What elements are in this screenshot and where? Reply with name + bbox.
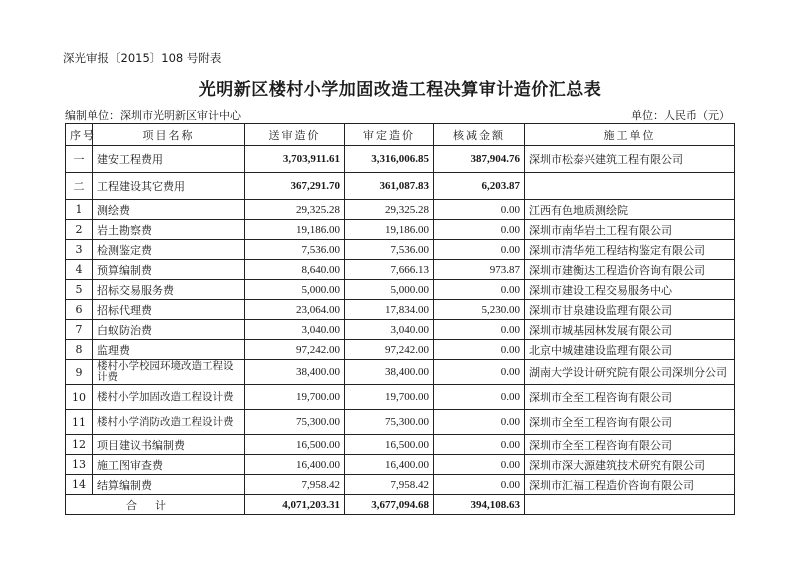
row-approved-cost: 17,834.00 (345, 300, 434, 320)
row-no: 7 (66, 320, 93, 340)
row-item-name: 楼村小学消防改造工程设计费 (93, 410, 245, 435)
row-approved-cost: 19,186.00 (345, 220, 434, 240)
row-contractor: 深圳市全至工程咨询有限公司 (525, 410, 735, 435)
row-no: 3 (66, 240, 93, 260)
row-approved-cost: 3,316,006.85 (345, 146, 434, 173)
row-approved-cost: 29,325.28 (345, 200, 434, 220)
row-reduction: 0.00 (434, 475, 525, 495)
row-approved-cost: 3,040.00 (345, 320, 434, 340)
row-no: 8 (66, 340, 93, 360)
row-item-name: 建安工程费用 (93, 146, 245, 173)
table-row (66, 475, 735, 495)
header-no: 序号 (66, 124, 93, 146)
row-approved-cost: 16,400.00 (345, 455, 434, 475)
row-contractor: 深圳市建设工程交易服务中心 (525, 280, 735, 300)
row-approved-cost: 16,500.00 (345, 435, 434, 455)
row-approved-cost: 38,400.00 (345, 360, 434, 385)
total-submitted-cost: 4,071,203.31 (245, 495, 345, 515)
table-row (66, 435, 735, 455)
row-contractor: 深圳市全至工程咨询有限公司 (525, 385, 735, 410)
row-contractor: 深圳市城基园林发展有限公司 (525, 320, 735, 340)
row-reduction: 0.00 (434, 220, 525, 240)
row-no: 2 (66, 220, 93, 240)
row-item-name: 招标代理费 (93, 300, 245, 320)
row-reduction: 0.00 (434, 435, 525, 455)
row-reduction: 5,230.00 (434, 300, 525, 320)
document-reference: 深光审报〔2015〕108 号附表 (63, 51, 222, 65)
row-contractor: 北京中城建建设监理有限公司 (525, 340, 735, 360)
row-approved-cost: 7,666.13 (345, 260, 434, 280)
row-submitted-cost: 7,536.00 (245, 240, 345, 260)
table-row (66, 385, 735, 410)
row-approved-cost: 361,087.83 (345, 173, 434, 200)
row-reduction: 6,203.87 (434, 173, 525, 200)
table-row (66, 146, 735, 173)
row-item-name: 监理费 (93, 340, 245, 360)
row-submitted-cost: 19,186.00 (245, 220, 345, 240)
row-submitted-cost: 7,958.42 (245, 475, 345, 495)
row-submitted-cost: 367,291.70 (245, 173, 345, 200)
table-row (66, 220, 735, 240)
row-submitted-cost: 5,000.00 (245, 280, 345, 300)
row-item-name: 岩土勘察费 (93, 220, 245, 240)
row-no: 4 (66, 260, 93, 280)
row-approved-cost: 7,958.42 (345, 475, 434, 495)
row-approved-cost: 5,000.00 (345, 280, 434, 300)
row-item-name: 施工图审查费 (93, 455, 245, 475)
row-item-name: 楼村小学校园环境改造工程设计费 (93, 360, 245, 385)
table-row (66, 280, 735, 300)
row-item-name: 检测鉴定费 (93, 240, 245, 260)
table-row (66, 300, 735, 320)
row-contractor: 江西有色地质测绘院 (525, 200, 735, 220)
row-reduction: 0.00 (434, 240, 525, 260)
row-submitted-cost: 75,300.00 (245, 410, 345, 435)
row-contractor: 深圳市汇福工程造价咨询有限公司 (525, 475, 735, 495)
header-reduction: 核减金额 (434, 124, 525, 146)
row-item-name: 项目建议书编制费 (93, 435, 245, 455)
row-no: 二 (66, 173, 93, 200)
row-item-name: 招标交易服务费 (93, 280, 245, 300)
row-contractor: 深圳市清华苑工程结构鉴定有限公司 (525, 240, 735, 260)
table-header-row (66, 124, 735, 146)
row-submitted-cost: 23,064.00 (245, 300, 345, 320)
total-approved-cost: 3,677,094.68 (345, 495, 434, 515)
currency-unit: 单位：人民币（元） (631, 109, 730, 122)
row-submitted-cost: 8,640.00 (245, 260, 345, 280)
row-reduction: 0.00 (434, 280, 525, 300)
row-reduction: 0.00 (434, 320, 525, 340)
row-contractor: 深圳市南华岩土工程有限公司 (525, 220, 735, 240)
table-row (66, 240, 735, 260)
row-no: 11 (66, 410, 93, 435)
table-row (66, 410, 735, 435)
row-approved-cost: 7,536.00 (345, 240, 434, 260)
row-submitted-cost: 16,400.00 (245, 455, 345, 475)
table-row (66, 260, 735, 280)
row-reduction: 973.87 (434, 260, 525, 280)
row-item-name: 楼村小学加固改造工程设计费 (93, 385, 245, 410)
row-contractor: 深圳市建衡达工程造价咨询有限公司 (525, 260, 735, 280)
row-reduction: 0.00 (434, 455, 525, 475)
row-contractor: 深圳市深大源建筑技术研究有限公司 (525, 455, 735, 475)
row-no: 13 (66, 455, 93, 475)
row-no: 一 (66, 146, 93, 173)
total-row (66, 495, 735, 515)
row-item-name: 白蚁防治费 (93, 320, 245, 340)
row-submitted-cost: 16,500.00 (245, 435, 345, 455)
row-no: 14 (66, 475, 93, 495)
row-contractor: 湖南大学设计研究院有限公司深圳分公司 (525, 360, 735, 385)
row-approved-cost: 75,300.00 (345, 410, 434, 435)
row-submitted-cost: 3,040.00 (245, 320, 345, 340)
row-no: 12 (66, 435, 93, 455)
header-item-name: 项目名称 (93, 124, 245, 146)
row-no: 5 (66, 280, 93, 300)
row-approved-cost: 19,700.00 (345, 385, 434, 410)
table-row (66, 320, 735, 340)
header-submitted-cost: 送审造价 (245, 124, 345, 146)
row-no: 9 (66, 360, 93, 385)
page-title: 光明新区楼村小学加固改造工程决算审计造价汇总表 (198, 80, 602, 100)
row-item-name: 测绘费 (93, 200, 245, 220)
table-row (66, 360, 735, 385)
row-submitted-cost: 19,700.00 (245, 385, 345, 410)
row-contractor: 深圳市松泰兴建筑工程有限公司 (525, 146, 735, 173)
row-reduction: 0.00 (434, 340, 525, 360)
row-reduction: 0.00 (434, 200, 525, 220)
table-row (66, 455, 735, 475)
row-reduction: 0.00 (434, 360, 525, 385)
total-reduction: 394,108.63 (434, 495, 525, 515)
total-label: 合计 (66, 495, 245, 515)
row-submitted-cost: 97,242.00 (245, 340, 345, 360)
row-item-name: 结算编制费 (93, 475, 245, 495)
header-contractor: 施工单位 (525, 124, 735, 146)
row-contractor: 深圳市全至工程咨询有限公司 (525, 435, 735, 455)
row-no: 1 (66, 200, 93, 220)
row-reduction: 0.00 (434, 410, 525, 435)
row-reduction: 0.00 (434, 385, 525, 410)
row-submitted-cost: 38,400.00 (245, 360, 345, 385)
row-no: 6 (66, 300, 93, 320)
row-submitted-cost: 29,325.28 (245, 200, 345, 220)
table-row (66, 173, 735, 200)
row-contractor (525, 173, 735, 200)
compiling-unit: 编制单位：深圳市光明新区审计中心 (65, 109, 241, 122)
row-item-name: 工程建设其它费用 (93, 173, 245, 200)
row-contractor: 深圳市甘泉建设监理有限公司 (525, 300, 735, 320)
row-item-name: 预算编制费 (93, 260, 245, 280)
row-submitted-cost: 3,703,911.61 (245, 146, 345, 173)
total-contractor (525, 495, 735, 515)
table-row (66, 340, 735, 360)
row-no: 10 (66, 385, 93, 410)
audit-summary-table (65, 123, 735, 515)
row-reduction: 387,904.76 (434, 146, 525, 173)
row-approved-cost: 97,242.00 (345, 340, 434, 360)
table-body (66, 146, 735, 515)
table-row (66, 200, 735, 220)
header-approved-cost: 审定造价 (345, 124, 434, 146)
